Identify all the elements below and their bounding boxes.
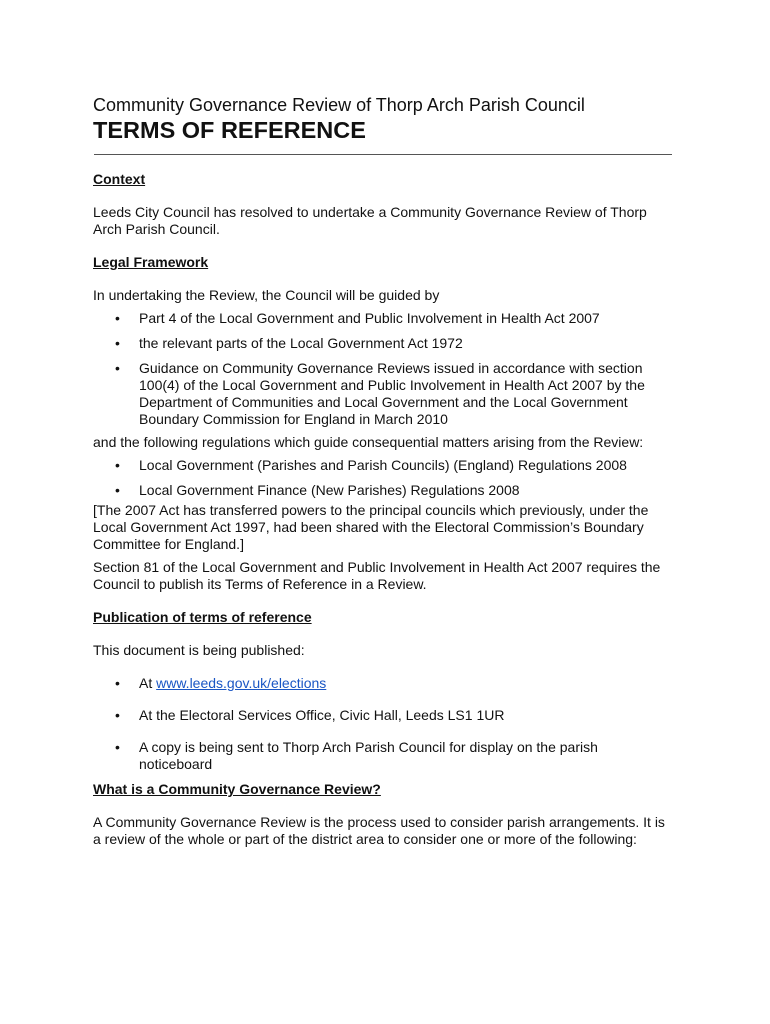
- list-item: [93, 457, 673, 474]
- list-item-text: Guidance on Community Governance Reviews issued in accordance with section 100(4) of the Local Government and Public Involvement in Health Act 2007 by the Department of Communities and Local Government and the Local Government Boundary Commission for England in March 2010: [139, 360, 645, 427]
- regulations-list: [93, 457, 673, 499]
- list-item-text: Local Government Finance (New Parishes) Regulations 2008: [139, 482, 520, 498]
- list-item: [93, 707, 673, 724]
- publication-intro: This document is being published:: [93, 642, 305, 658]
- document-title: Community Governance Review of Thorp Arch Parish Council: [93, 95, 585, 115]
- context-text: Leeds City Council has resolved to undertake a Community Governance Review of Thorp Arch Parish Council.: [93, 204, 647, 237]
- bullet-icon: •: [115, 707, 120, 723]
- list-item-text: Local Government (Parishes and Parish Councils) (England) Regulations 2008: [139, 457, 627, 473]
- regulations-intro: and the following regulations which guide consequential matters arising from the Review:: [93, 434, 644, 450]
- bullet-icon: •: [115, 310, 120, 326]
- list-item: [93, 675, 673, 692]
- list-item-prefix: At: [139, 675, 157, 691]
- list-item: [93, 360, 673, 428]
- list-item: [93, 482, 673, 499]
- section-81-text: Section 81 of the Local Government and Public Involvement in Health Act 2007 requires the Council to publish its Terms of Reference in a Review.: [93, 559, 661, 592]
- bullet-icon: •: [115, 360, 120, 376]
- act-transfer-note: [The 2007 Act has transferred powers to the principal councils which previously, under the Local Government Act 1997, had been shared with the Electoral Commission’s Boundary Committee for England.]: [93, 502, 649, 552]
- legal-framework-intro: In undertaking the Review, the Council will be guided by: [93, 287, 440, 303]
- list-item: [93, 310, 673, 327]
- publication-list: [93, 675, 673, 773]
- publication-heading: Publication of terms of reference: [93, 609, 312, 625]
- legal-framework-list: [93, 310, 673, 428]
- bullet-icon: •: [115, 457, 120, 473]
- list-item: [93, 335, 673, 352]
- title-divider: [94, 154, 672, 155]
- list-item-text: A copy is being sent to Thorp Arch Parish Council for display on the parish noticeboard: [139, 739, 598, 772]
- bullet-icon: •: [115, 739, 120, 755]
- list-item-text: Part 4 of the Local Government and Public Involvement in Health Act 2007: [139, 310, 600, 326]
- list-item-text: the relevant parts of the Local Government Act 1972: [139, 335, 463, 351]
- elections-website-link[interactable]: www.leeds.gov.uk/elections: [156, 675, 327, 691]
- bullet-icon: •: [115, 482, 120, 498]
- what-is-review-text: A Community Governance Review is the process used to consider parish arrangements. It is a review of the whole or part of the district area to consider one or more of the following:: [93, 814, 665, 847]
- list-item-text: At the Electoral Services Office, Civic Hall, Leeds LS1 1UR: [139, 707, 505, 723]
- legal-framework-heading: Legal Framework: [93, 254, 209, 270]
- bullet-icon: •: [115, 675, 120, 691]
- list-item: [93, 739, 673, 773]
- what-is-review-heading: What is a Community Governance Review?: [93, 781, 381, 797]
- document-content: [93, 94, 673, 848]
- context-heading: Context: [93, 171, 146, 187]
- document-subtitle: TERMS OF REFERENCE: [93, 117, 366, 143]
- bullet-icon: •: [115, 335, 120, 351]
